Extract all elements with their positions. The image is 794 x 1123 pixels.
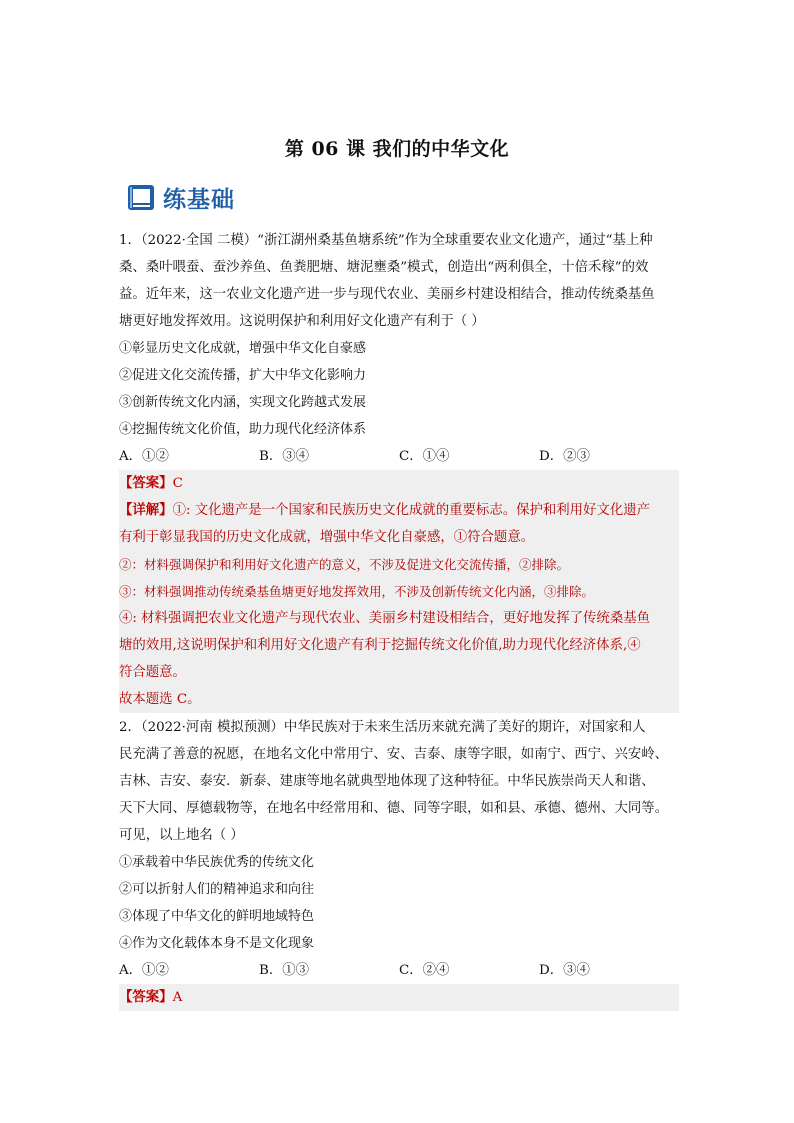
section-heading bbox=[127, 182, 235, 212]
question-1-text-line: 1．（2022·全国 二模）“浙江湖州桑基鱼塘系统”作为全球重要农业文化遗产，通过“基上种 bbox=[119, 233, 653, 248]
choice-b: B．③④ bbox=[259, 449, 310, 464]
detail-text: 符合题意。 bbox=[119, 665, 186, 680]
book-icon bbox=[127, 184, 157, 211]
question-2 bbox=[119, 714, 679, 1011]
answer-line bbox=[119, 984, 679, 1011]
question-2-text-line: 吉林、吉安、泰安．新泰、建康等地名就典型地体现了这种特征。中华民族崇尚天人和谐、 bbox=[119, 774, 655, 789]
detail-text: ③：材料强调推动传统桑基鱼塘更好地发挥效用，不涉及创新传统文化内涵，③排除。 bbox=[119, 584, 595, 599]
question-2-option: ②可以折射人们的精神追求和向往 bbox=[119, 882, 315, 897]
question-2-text-line: 可见，以上地名（ ） bbox=[119, 828, 244, 843]
choice-c: C．②④ bbox=[399, 963, 450, 978]
choice-a: A．①② bbox=[119, 449, 169, 464]
detail-line bbox=[119, 497, 679, 524]
answer-tag: 【答案】 bbox=[119, 475, 173, 491]
answer-line bbox=[119, 470, 679, 497]
choice-b: B．①③ bbox=[259, 963, 310, 978]
answer-tag: 【答案】 bbox=[119, 989, 173, 1005]
detail-text: ①: 文化遗产是一个国家和民族历史文化成就的重要标志。保护和利用好文化遗产 bbox=[172, 503, 650, 518]
detail-text: 塘的效用,这说明保护和利用好文化遗产有利于挖掘传统文化价值,助力现代化经济体系,④ bbox=[119, 638, 641, 653]
detail-text: ④: 材料强调把农业文化遗产与现代农业、美丽乡村建设相结合，更好地发挥了传统桑基鱼 bbox=[119, 611, 650, 626]
answer-value: C bbox=[172, 476, 183, 491]
question-2-answer-box bbox=[119, 984, 679, 1011]
question-1-answer-box bbox=[119, 470, 679, 713]
answer-value: A bbox=[172, 990, 183, 1005]
question-1-text-line: 益。近年来，这一农业文化遗产进一步与现代农业、美丽乡村建设相结合，推动传统桑基鱼 bbox=[119, 287, 655, 302]
detail-text: 有利于彰显我国的历史文化成就，增强中华文化自豪感，①符合题意。 bbox=[119, 530, 535, 545]
question-2-text-line: 2．（2022·河南 模拟预测）中华民族对于未来生活历来就充满了美好的期许，对国家和人 bbox=[119, 720, 646, 735]
choice-a: A．①② bbox=[119, 963, 169, 978]
choice-c: C．①④ bbox=[399, 449, 450, 464]
question-2-option: ①承载着中华民族优秀的传统文化 bbox=[119, 855, 315, 870]
question-2-option: ④作为文化载体本身不是文化现象 bbox=[119, 936, 315, 951]
detail-conclusion: 故本题选 C。 bbox=[119, 692, 201, 707]
question-1-option: ③创新传统文化内涵，实现文化跨越式发展 bbox=[119, 395, 367, 410]
question-1-choices bbox=[119, 443, 679, 470]
question-2-option: ③体现了中华文化的鲜明地域特色 bbox=[119, 909, 315, 924]
detail-tag: 【详解】 bbox=[119, 502, 173, 518]
question-2-choices bbox=[119, 957, 679, 984]
question-2-text-line: 天下大同、厚德载物等，在地名中经常用和、德、同等字眼，如和县、承德、德州、大同等。 bbox=[119, 801, 669, 816]
question-1-option: ②促进文化交流传播，扩大中华文化影响力 bbox=[119, 368, 367, 383]
question-1-text-line: 桑、桑叶喂蚕、蚕沙养鱼、鱼粪肥塘、塘泥壅桑”模式，创造出“两利俱全，十倍禾稼”的效 bbox=[119, 260, 649, 275]
question-2-text-line: 民充满了善意的祝愿，在地名文化中常用宁、安、吉泰、康等字眼，如南宁、西宁、兴安岭、 bbox=[119, 747, 669, 762]
choice-d: D．②③ bbox=[539, 449, 590, 464]
choice-d: D．③④ bbox=[539, 963, 590, 978]
question-1-option: ④挖掘传统文化价值，助力现代化经济体系 bbox=[119, 422, 367, 437]
section-label: 练基础 bbox=[163, 186, 235, 213]
question-1 bbox=[119, 227, 679, 713]
question-1-text-line: 塘更好地发挥效用。这说明保护和利用好文化遗产有利于（ ） bbox=[119, 314, 485, 329]
question-1-option: ①彰显历史文化成就，增强中华文化自豪感 bbox=[119, 341, 367, 356]
detail-text: ②：材料强调保护和利用好文化遗产的意义，不涉及促进文化交流传播，②排除。 bbox=[119, 557, 570, 572]
page-title: 第 06 课 我们的中华文化 bbox=[284, 138, 510, 160]
